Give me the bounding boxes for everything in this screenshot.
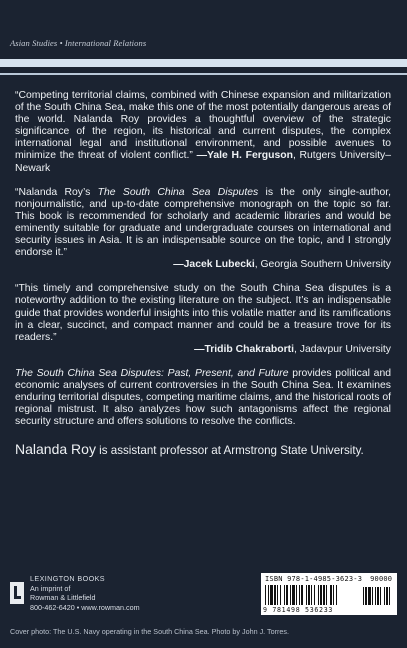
publisher-line: An imprint of [30,583,71,593]
photo-credit: Cover photo: The U.S. Navy operating in the South China Sea. Photo by John J. Torres. [10,627,290,636]
description-text: provides political and economic analyses of current controversies in the South China Sea. It examines enduring territorial disputes, competing maritime claims, and the historical roots of regional mistrust. It also analyzes how such antagonisms affect the regional security structure and offers solutions to resolve the conflicts. [15,367,392,428]
book-title: The South China Sea Disputes [97,186,259,198]
barcode-bars-icon [265,585,393,605]
review-quote-3 [15,283,391,356]
reviewer-affiliation: , Georgia Southern University [254,259,391,271]
barcode-digits: 9 781498 536233 [263,606,334,614]
book-title: The South China Sea Disputes: Past, Present, and Future [15,367,289,379]
reviewer-affiliation: , Jadavpur University [293,343,391,355]
quote-text: “Competing territorial claims, combined with Chinese expansion and militarization of the South China Sea, make this one of the most potentially dangerous areas of the world. Nalanda Roy provides a thoughtful overview of the strategic significance of the region, its historical and current disputes, the complex international legal and institutional environment, and possible avenues to minimize the threat of violent conflict.” [15,90,391,162]
review-quote-1 [15,90,391,175]
book-description [15,368,391,428]
author-bio-text: is assistant professor at Armstrong State University. [95,444,364,458]
isbn-text: ISBN 978-1-4985-3623-3 90000 [265,575,393,583]
header-rule [0,73,407,75]
reviewer-affiliation: , Rutgers University–Newark [15,150,391,174]
series-label: Asian Studies • International Relations [10,38,147,48]
publisher-line: Rowman & Littlefield [30,593,96,603]
lexington-logo-icon [10,582,24,604]
publisher-name: LEXINGTON BOOKS [30,574,105,583]
back-cover-text [15,90,391,458]
quote-text: is the only single-author, nonjournalistic, and up-to-date comprehensive monograph on the topic so far. This book is recommended for scholarly and academic libraries and would be eminently suitable for graduate and undergraduate courses on international and security issues in Asia. It is an indispensable source on the topic, and I strongly endorse it.” [15,186,392,259]
reviewer-name: —Yale H. Ferguson [196,150,293,162]
reviewer-name: —Jacek Lubecki [173,259,255,271]
publisher-contact: 800-462-6420 • www.rowman.com [30,602,140,612]
publisher-info [30,574,140,612]
header-band [0,59,407,67]
barcode [261,573,397,615]
author-name: Nalanda Roy [15,441,96,458]
quote-text: “Nalanda Roy’s [15,186,98,198]
quote-text: “This timely and comprehensive study on the South China Sea disputes is a noteworthy addition to the existing literature on the subject. It’s an indispensable guide that provides wonderful insights into this volatile matter and its ramifications in a clear, succinct, and compact manner and could be a treasure trove for its readers.” [15,283,391,343]
author-bio [15,442,391,458]
publisher-block [10,574,210,614]
reviewer-name: —Tridib Chakraborti [194,343,294,355]
review-quote-2 [15,187,391,272]
